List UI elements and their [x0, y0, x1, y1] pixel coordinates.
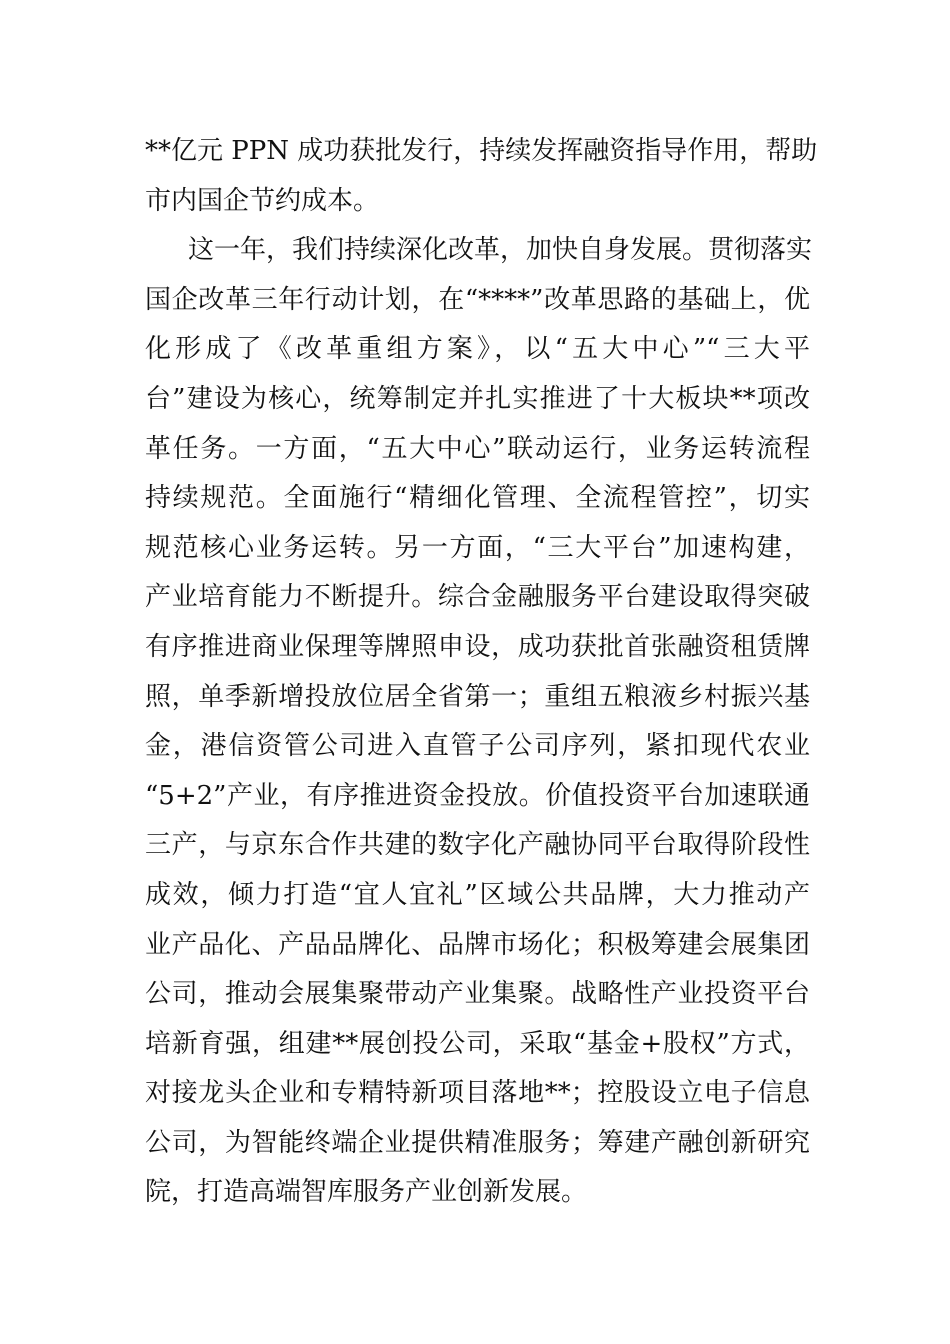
paragraph-line: 持续规范。全面施行“精细化管理、全流程管控”，切实	[145, 483, 810, 514]
paragraph-line: 这一年，我们持续深化改革，加快自身发展。贯彻落实	[188, 235, 813, 266]
paragraph-line: 照，单季新增投放位居全省第一；重组五粮液乡村振兴基	[145, 681, 810, 712]
paragraph-line: 市内国企节约成本。	[145, 185, 380, 216]
paragraph-line: “5+2”产业，有序推进资金投放。价值投资平台加速联通	[145, 780, 810, 811]
paragraph-line: 公司，为智能终端企业提供精准服务；筹建产融创新研究	[145, 1127, 810, 1158]
document-body	[145, 127, 818, 1218]
paragraph-line: 成效，倾力打造“宜人宜礼”区域公共品牌，大力推动产	[145, 879, 810, 910]
paragraph-line: 对接龙头企业和专精特新项目落地**；控股设立电子信息	[145, 1078, 810, 1109]
paragraph-line: 业产品化、产品品牌化、品牌市场化；积极筹建会展集团	[145, 929, 810, 960]
paragraph-1	[145, 127, 818, 226]
paragraph-2	[145, 226, 813, 1218]
paragraph-line: 公司，推动会展集聚带动产业集聚。战略性产业投资平台	[145, 979, 810, 1010]
paragraph-line: 台”建设为核心，统筹制定并扎实推进了十大板块**项改	[145, 383, 810, 414]
paragraph-line: 产业培育能力不断提升。综合金融服务平台建设取得突破	[145, 582, 810, 613]
paragraph-line: **亿元 PPN 成功获批发行，持续发挥融资指导作用，帮助	[145, 136, 818, 166]
paragraph-line: 革任务。一方面，“五大中心”联动运行，业务运转流程	[145, 433, 810, 464]
paragraph-line: 化形成了《改革重组方案》，以“五大中心”“三大平	[145, 334, 810, 365]
paragraph-line: 规范核心业务运转。另一方面，“三大平台”加速构建，	[145, 532, 810, 563]
paragraph-line: 院，打造高端智库服务产业创新发展。	[145, 1177, 588, 1208]
paragraph-line: 国企改革三年行动计划，在“****”改革思路的基础上，优	[145, 284, 810, 315]
paragraph-line: 三产，与京东合作共建的数字化产融协同平台取得阶段性	[145, 830, 810, 861]
paragraph-line: 培新育强，组建**展创投公司，采取“基金+股权”方式，	[145, 1028, 810, 1059]
paragraph-line: 有序推进商业保理等牌照申设，成功获批首张融资租赁牌	[145, 631, 810, 662]
paragraph-line: 金，港信资管公司进入直管子公司序列，紧扣现代农业	[145, 731, 810, 762]
